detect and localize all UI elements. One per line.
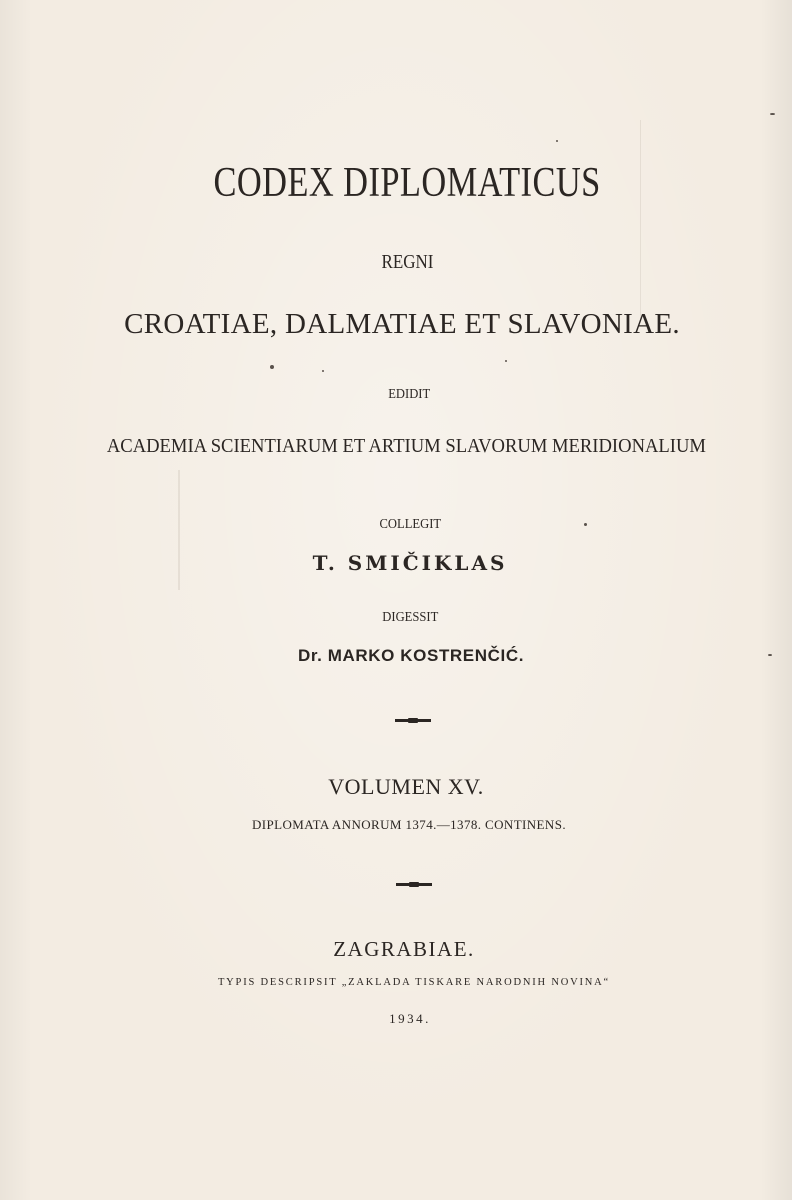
ink-speck bbox=[768, 654, 772, 656]
digessit-label: DIGESSIT bbox=[382, 610, 439, 625]
printer-line: TYPIS DESCRIPSIT „ZAKLADA TISKARE NARODNIH NOVINA“ bbox=[217, 977, 611, 988]
regni-line: REGNI bbox=[381, 251, 434, 273]
volume-contents: DIPLOMATA ANNORUM 1374.—1378. CONTINENS. bbox=[252, 817, 566, 832]
book-title: CODEX DIPLOMATICUS bbox=[213, 160, 601, 206]
place-of-publication: ZAGRABIAE. bbox=[333, 937, 475, 961]
ink-speck bbox=[584, 523, 587, 526]
editor-name: Dr. MARKO KOSTRENČIĆ. bbox=[297, 646, 525, 665]
kingdoms-line: CROATIAE, DALMATIAE ET SLAVONIAE. bbox=[124, 308, 680, 340]
academy-line: ACADEMIA SCIENTIARUM ET ARTIUM SLAVORUM MERIDIONALIUM bbox=[106, 435, 706, 457]
collector-name: T. SMIČIKLAS bbox=[312, 551, 508, 575]
ornamental-rule bbox=[396, 883, 432, 886]
edidit-label: EDIDIT bbox=[388, 387, 431, 402]
ink-speck bbox=[322, 370, 324, 372]
publication-year: 1934. bbox=[389, 1011, 431, 1026]
volume-number: VOLUMEN XV. bbox=[328, 774, 484, 799]
paper-crease bbox=[640, 120, 641, 320]
collegit-label: COLLEGIT bbox=[379, 517, 442, 532]
ink-speck bbox=[505, 360, 507, 362]
ink-speck bbox=[556, 140, 558, 142]
ink-speck bbox=[270, 365, 274, 369]
ink-speck bbox=[770, 113, 775, 115]
ornamental-rule bbox=[395, 719, 431, 722]
